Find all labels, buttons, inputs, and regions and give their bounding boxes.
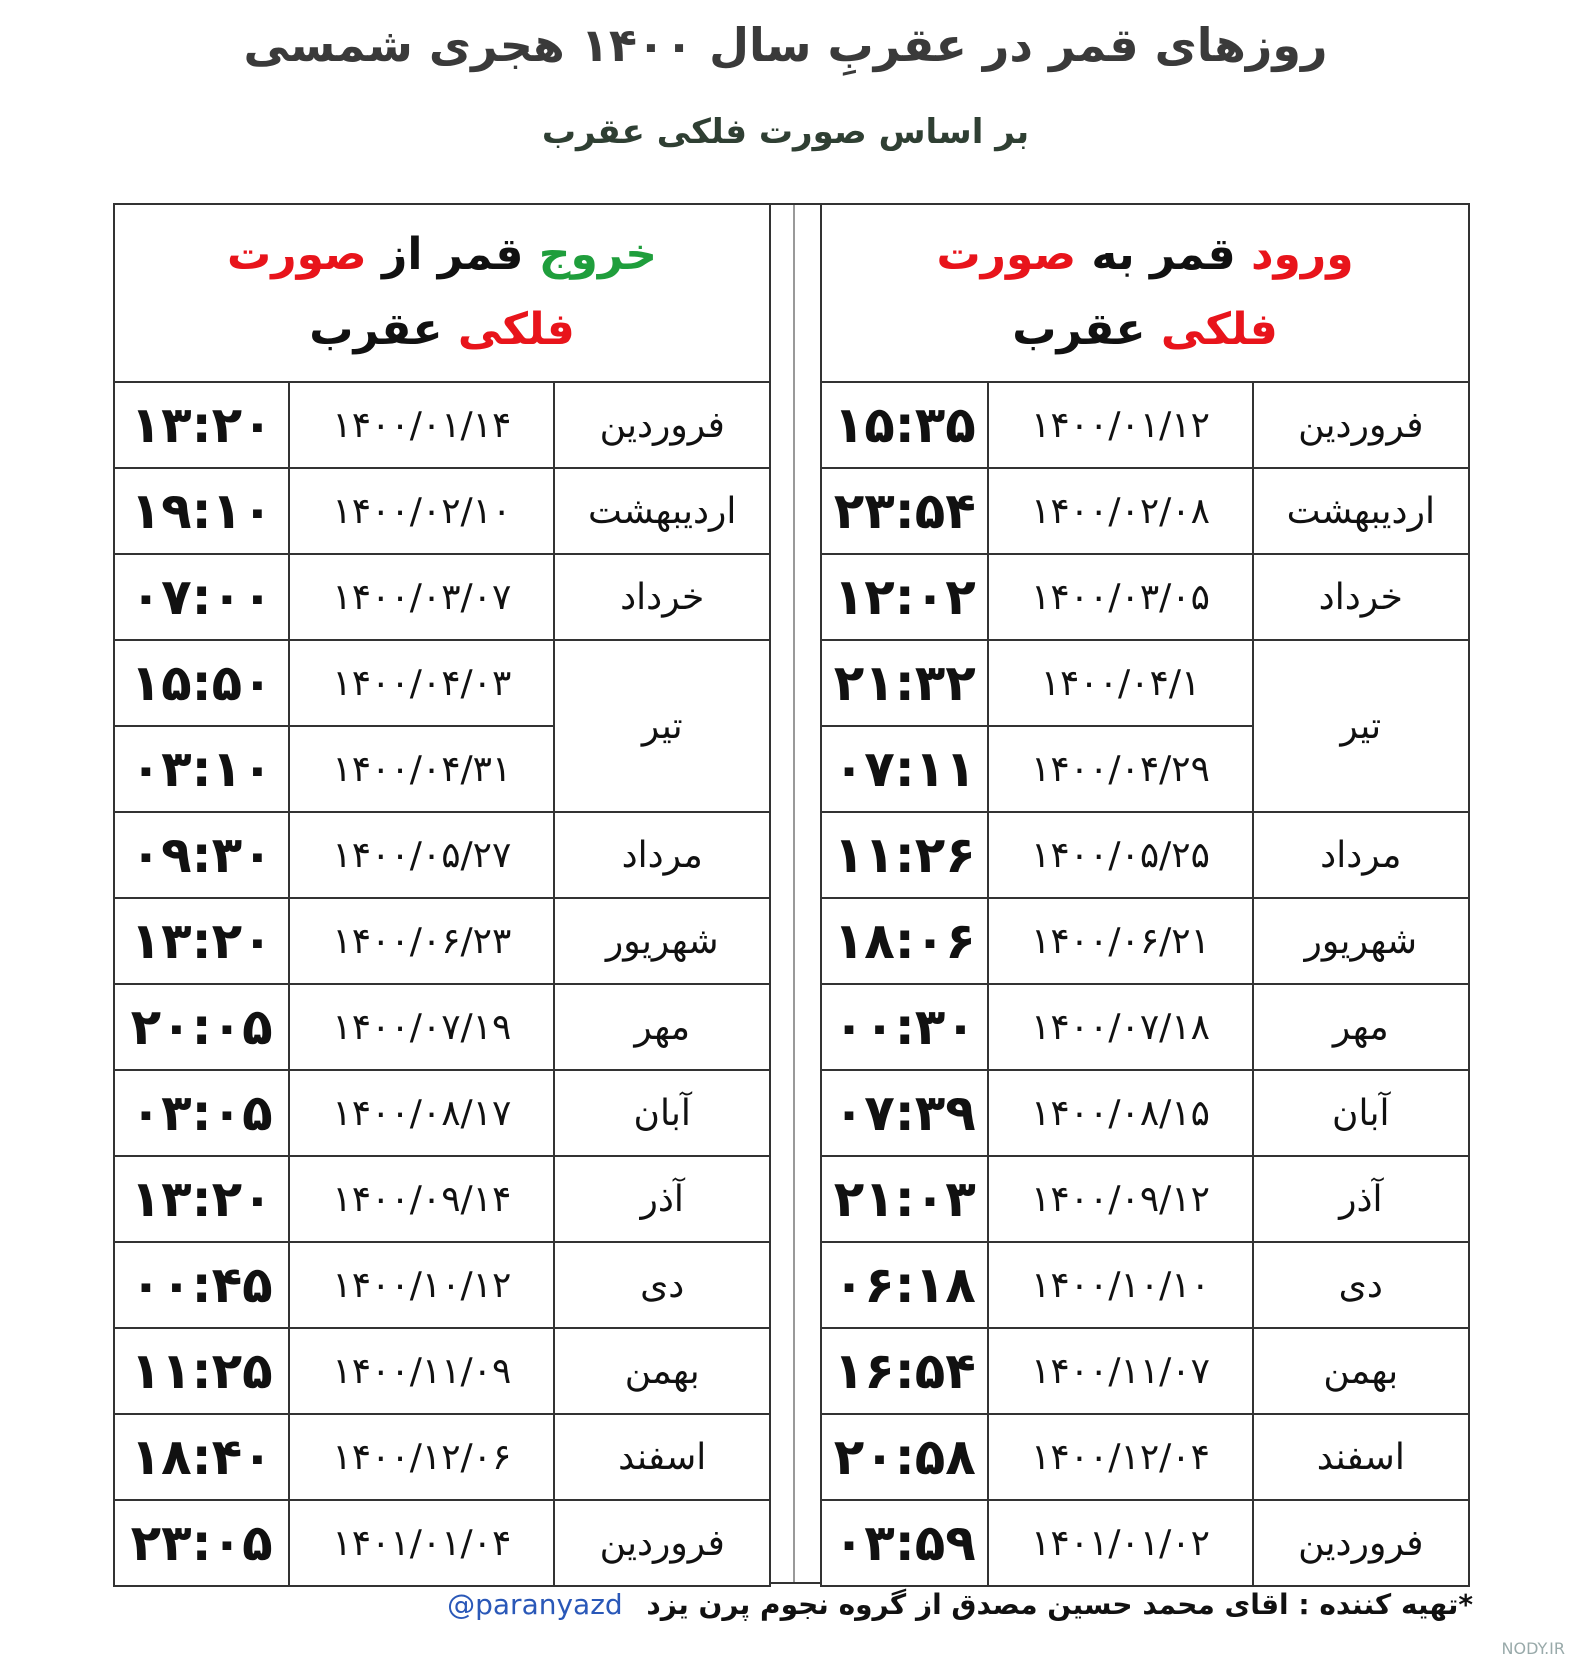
date-cell: ۱۴۰۰/۰۵/۲۵ (988, 812, 1252, 898)
exit-header-word5: عقرب (309, 304, 443, 355)
exit-row (114, 1414, 770, 1500)
month-cell: شهریور (1253, 898, 1469, 984)
time-cell: ۰۳:۵۹ (821, 1500, 988, 1586)
time-cell: ۱۵:۵۰ (114, 640, 289, 726)
date-cell: ۱۴۰۰/۰۶/۲۱ (988, 898, 1252, 984)
date-cell: ۱۴۰۰/۰۹/۱۴ (289, 1156, 554, 1242)
month-cell: خرداد (554, 554, 770, 640)
month-cell: بهمن (1253, 1328, 1469, 1414)
month-cell: مرداد (554, 812, 770, 898)
entry-row (821, 1414, 1469, 1500)
month-cell: آذر (1253, 1156, 1469, 1242)
date-cell: ۱۴۰۰/۰۸/۱۵ (988, 1070, 1252, 1156)
date-cell: ۱۴۰۰/۰۵/۲۷ (289, 812, 554, 898)
date-cell: ۱۴۰۰/۱۲/۰۶ (289, 1414, 554, 1500)
time-cell: ۰۹:۳۰ (114, 812, 289, 898)
exit-row (114, 1070, 770, 1156)
entry-row (821, 554, 1469, 640)
time-cell: ۲۳:۵۴ (821, 468, 988, 554)
entry-header-word4: فلکی (1160, 304, 1278, 355)
month-cell: اسفند (1253, 1414, 1469, 1500)
time-cell: ۱۵:۳۵ (821, 382, 988, 468)
exit-row (114, 1328, 770, 1414)
date-cell: ۱۴۰۰/۰۱/۱۲ (988, 382, 1252, 468)
time-cell: ۱۶:۵۴ (821, 1328, 988, 1414)
date-cell: ۱۴۰۰/۱۱/۰۹ (289, 1328, 554, 1414)
entry-row (821, 1500, 1469, 1586)
month-cell: خرداد (1253, 554, 1469, 640)
entry-header-word3: صورت (936, 229, 1077, 281)
month-cell: آبان (554, 1070, 770, 1156)
month-cell: مرداد (1253, 812, 1469, 898)
date-cell: ۱۴۰۰/۰۴/۲۹ (988, 726, 1252, 812)
time-cell: ۱۸:۴۰ (114, 1414, 289, 1500)
time-cell: ۰۰:۳۰ (821, 984, 988, 1070)
date-cell: ۱۴۰۰/۰۳/۰۷ (289, 554, 554, 640)
entry-row (821, 640, 1469, 726)
time-cell: ۱۳:۲۰ (114, 898, 289, 984)
month-cell: تیر (1253, 640, 1469, 812)
exit-header-word3: صورت (227, 229, 367, 281)
time-cell: ۰۳:۱۰ (114, 726, 289, 812)
date-cell: ۱۴۰۱/۰۱/۰۲ (988, 1500, 1252, 1586)
month-cell: تیر (554, 640, 770, 812)
date-cell: ۱۴۰۰/۰۷/۱۸ (988, 984, 1252, 1070)
time-cell: ۲۱:۰۳ (821, 1156, 988, 1242)
exit-row (114, 1500, 770, 1586)
month-cell: بهمن (554, 1328, 770, 1414)
entry-row (821, 1328, 1469, 1414)
entry-row (821, 984, 1469, 1070)
date-cell: ۱۴۰۰/۰۴/۳۱ (289, 726, 554, 812)
entry-row (821, 1070, 1469, 1156)
exit-row (114, 1242, 770, 1328)
month-cell: آذر (554, 1156, 770, 1242)
exit-row (114, 468, 770, 554)
time-cell: ۱۲:۰۲ (821, 554, 988, 640)
date-cell: ۱۴۰۰/۰۸/۱۷ (289, 1070, 554, 1156)
date-cell: ۱۴۰۰/۰۹/۱۲ (988, 1156, 1252, 1242)
date-cell: ۱۴۰۰/۱۲/۰۴ (988, 1414, 1252, 1500)
time-cell: ۱۸:۰۶ (821, 898, 988, 984)
exit-header-word4: فلکی (457, 304, 575, 355)
entry-header-word2: قمر به (1091, 229, 1236, 281)
exit-row (114, 382, 770, 468)
entry-row (821, 1156, 1469, 1242)
date-cell: ۱۴۰۰/۱۰/۱۲ (289, 1242, 554, 1328)
time-cell: ۰۰:۴۵ (114, 1242, 289, 1328)
date-cell: ۱۴۰۱/۰۱/۰۴ (289, 1500, 554, 1586)
month-cell: آبان (1253, 1070, 1469, 1156)
month-cell: اردیبهشت (554, 468, 770, 554)
site-watermark: NODY.IR (1501, 1639, 1565, 1658)
exit-header-word2: قمر از (382, 229, 524, 281)
time-cell: ۲۰:۰۵ (114, 984, 289, 1070)
time-cell: ۱۹:۱۰ (114, 468, 289, 554)
month-cell: اردیبهشت (1253, 468, 1469, 554)
time-cell: ۱۱:۲۶ (821, 812, 988, 898)
month-cell: فروردین (1253, 1500, 1469, 1586)
time-cell: ۱۱:۲۵ (114, 1328, 289, 1414)
date-cell: ۱۴۰۰/۰۶/۲۳ (289, 898, 554, 984)
exit-row (114, 984, 770, 1070)
month-cell: مهر (1253, 984, 1469, 1070)
column-divider (771, 203, 820, 1584)
exit-row (114, 554, 770, 640)
entry-row (821, 1242, 1469, 1328)
exit-row (114, 812, 770, 898)
social-handle-link[interactable]: @paranyazd (447, 1588, 623, 1621)
entry-table (820, 203, 1470, 1587)
entry-header-word1: ورود (1250, 229, 1354, 281)
month-cell: فروردین (554, 382, 770, 468)
footer-credit (447, 1588, 1473, 1621)
date-cell: ۱۴۰۰/۰۷/۱۹ (289, 984, 554, 1070)
entry-row (821, 812, 1469, 898)
month-cell: دی (1253, 1242, 1469, 1328)
date-cell: ۱۴۰۰/۰۴/۰۳ (289, 640, 554, 726)
time-cell: ۰۷:۱۱ (821, 726, 988, 812)
entry-row (821, 898, 1469, 984)
time-cell: ۰۷:۰۰ (114, 554, 289, 640)
time-cell: ۲۰:۵۸ (821, 1414, 988, 1500)
exit-table (113, 203, 771, 1587)
exit-row (114, 640, 770, 726)
month-cell: دی (554, 1242, 770, 1328)
time-cell: ۲۳:۰۵ (114, 1500, 289, 1586)
exit-row (114, 898, 770, 984)
month-cell: شهریور (554, 898, 770, 984)
date-cell: ۱۴۰۰/۰۱/۱۴ (289, 382, 554, 468)
date-cell: ۱۴۰۰/۱۱/۰۷ (988, 1328, 1252, 1414)
month-cell: مهر (554, 984, 770, 1070)
date-cell: ۱۴۰۰/۱۰/۱۰ (988, 1242, 1252, 1328)
time-cell: ۲۱:۳۲ (821, 640, 988, 726)
time-cell: ۰۷:۳۹ (821, 1070, 988, 1156)
exit-header-word1: خروج (538, 229, 657, 281)
exit-row (114, 1156, 770, 1242)
exit-header (114, 204, 770, 382)
entry-row (821, 468, 1469, 554)
credit-text: *تهیه کننده : اقای محمد حسین مصدق از گروه نجوم پرن یزد (646, 1588, 1473, 1621)
month-cell: اسفند (554, 1414, 770, 1500)
entry-header (821, 204, 1469, 382)
entry-row (821, 382, 1469, 468)
page-title: روزهای قمر در عقربِ سال ۱۴۰۰ هجری شمسی (243, 18, 1328, 72)
month-cell: فروردین (1253, 382, 1469, 468)
time-cell: ۰۳:۰۵ (114, 1070, 289, 1156)
month-cell: فروردین (554, 1500, 770, 1586)
time-cell: ۱۳:۲۰ (114, 1156, 289, 1242)
time-cell: ۱۳:۲۰ (114, 382, 289, 468)
date-cell: ۱۴۰۰/۰۴/۱ (988, 640, 1252, 726)
page-subtitle: بر اساس صورت فلکی عقرب (541, 112, 1030, 152)
date-cell: ۱۴۰۰/۰۲/۰۸ (988, 468, 1252, 554)
date-cell: ۱۴۰۰/۰۲/۱۰ (289, 468, 554, 554)
date-cell: ۱۴۰۰/۰۳/۰۵ (988, 554, 1252, 640)
entry-header-word5: عقرب (1012, 304, 1146, 355)
time-cell: ۰۶:۱۸ (821, 1242, 988, 1328)
